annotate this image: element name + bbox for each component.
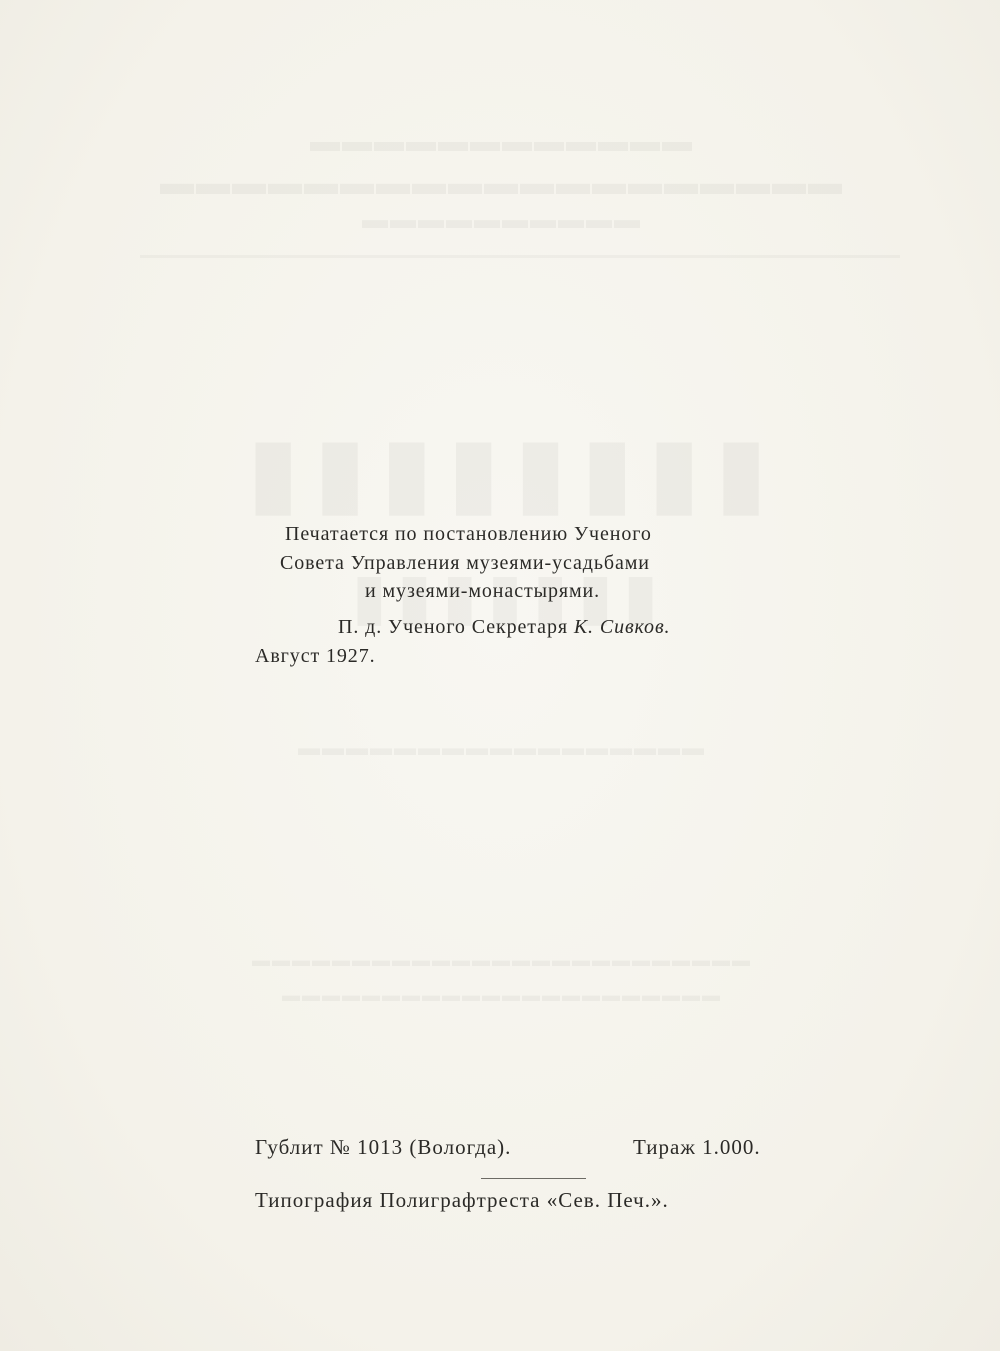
- bleed-through-text: [0, 125, 1000, 159]
- imprint-line: и музеями-монастырями.: [365, 580, 601, 602]
- divider-rule: [481, 1178, 586, 1179]
- bleed-through-text: [0, 415, 1000, 527]
- imprint-date: Август 1927.: [255, 645, 376, 667]
- secretary-title: П. д. Ученого Секретаря: [338, 616, 568, 638]
- bleed-through-text: [0, 985, 1000, 1006]
- bleed-through-text: [0, 165, 1000, 203]
- bleed-through-text: [0, 950, 1000, 971]
- secretary-line: [338, 613, 670, 641]
- imprint-line: Печатается по постановлению Ученого: [285, 523, 652, 545]
- bleed-through-rule: [140, 255, 900, 258]
- printer-name: Типография Полиграфтреста «Сев. Печ.».: [255, 1188, 669, 1212]
- secretary-signature: К. Сивков.: [573, 616, 671, 638]
- imprint-line: Совета Управления музеями-усадьбами: [280, 552, 650, 574]
- bleed-through-text: [0, 205, 1000, 235]
- censorship-number: Гублит № 1013 (Вологда).: [255, 1135, 512, 1159]
- print-run: Тираж 1.000.: [633, 1135, 761, 1159]
- bleed-through-text: [0, 735, 1000, 761]
